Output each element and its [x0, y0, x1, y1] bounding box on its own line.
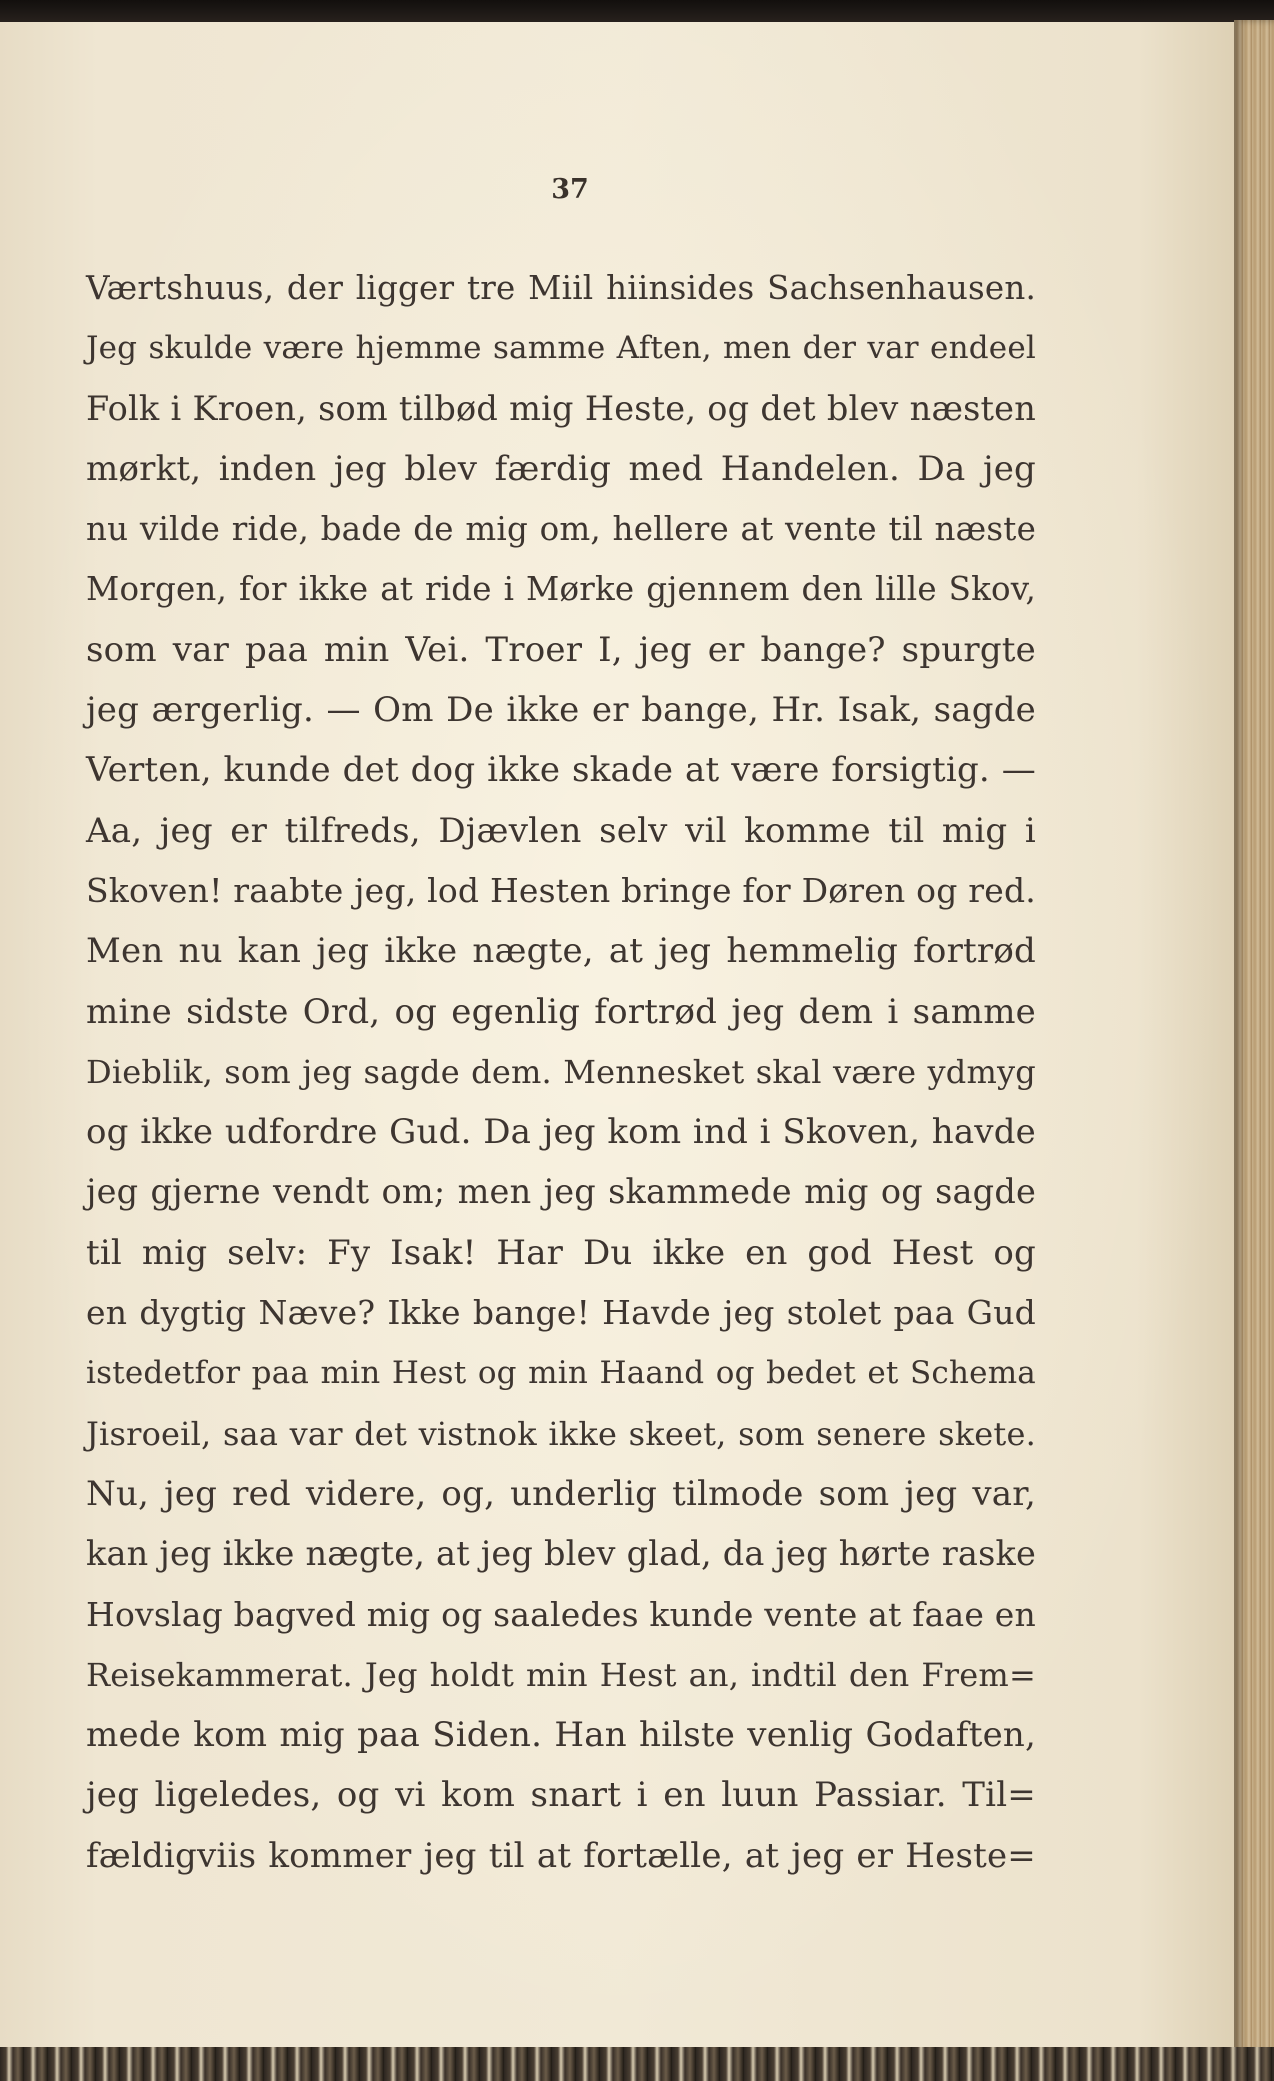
text-line: Dieblik, som jeg sagde dem. Mennesket skal være ydmyg — [86, 1052, 1036, 1091]
text-line: mede kom mig paa Siden. Han hilste venlig Godaften, — [86, 1715, 1036, 1756]
text-line: Skoven! raabte jeg, lod Hesten bringe for Døren og red. — [86, 870, 1036, 910]
paper-page — [0, 22, 1236, 2052]
text-line: jeg gjerne vendt om; men jeg skammede mig og sagde — [86, 1172, 1036, 1212]
text-line: Nu, jeg red videre, og, underlig tilmode som jeg var, — [86, 1473, 1036, 1514]
text-line: mine sidste Ord, og egenlig fortrød jeg dem i samme — [86, 991, 1036, 1032]
text-line: Men nu kan jeg ikke nægte, at jeg hemmelig fortrød — [86, 931, 1036, 972]
text-line: en dygtig Næve? Ikke bange! Havde jeg stolet paa Gud — [86, 1293, 1036, 1333]
text-line: Jeg skulde være hjemme samme Aften, men der var endeel — [86, 330, 1036, 367]
text-line: Reisekammerat. Jeg holdt min Hest an, indtil den Frem= — [86, 1655, 1036, 1694]
text-line: til mig selv: Fy Isak! Har Du ikke en god Hest og — [86, 1232, 1036, 1273]
text-line: Hovslag bagved mig og saaledes kunde vente at faae en — [86, 1594, 1036, 1634]
text-line: mørkt, inden jeg blev færdig med Handelen. Da jeg — [86, 448, 1036, 489]
text-line: Værtshuus, der ligger tre Miil hiinsides Sachsenhausen. — [86, 269, 1036, 307]
page-stack-edge — [1234, 20, 1274, 2055]
text-line: Jisroeil, saa var det vistnok ikke skeet, som senere skete. — [86, 1414, 1036, 1453]
text-line: Verten, kunde det dog ikke skade at være forsigtig. — — [86, 750, 1036, 791]
text-line: istedetfor paa min Hest og min Haand og bedet et Schema — [86, 1355, 1036, 1392]
text-line: jeg ærgerlig. — Om De ikke er bange, Hr. Isak, sagde — [86, 690, 1036, 731]
book-bottom-edge — [0, 2047, 1274, 2081]
text-line: Morgen, for ikke at ride i Mørke gjennem den lille Skov, — [86, 570, 1036, 609]
text-line: som var paa min Vei. Troer I, jeg er bange? spurgte — [86, 629, 1036, 670]
text-line: Aa, jeg er tilfreds, Djævlen selv vil komme til mig i — [86, 810, 1036, 851]
text-line: Folk i Kroen, som tilbød mig Heste, og det blev næsten — [86, 388, 1036, 428]
text-line: fældigviis kommer jeg til at fortælle, at jeg er Heste= — [86, 1835, 1036, 1876]
text-line: jeg ligeledes, og vi kom snart i en luun Passiar. Til= — [86, 1775, 1036, 1816]
text-line: og ikke udfordre Gud. Da jeg kom ind i Skoven, havde — [86, 1112, 1036, 1153]
body-text — [86, 258, 1036, 1886]
page-number: 37 — [551, 174, 589, 205]
text-line: kan jeg ikke nægte, at jeg blev glad, da jeg hørte raske — [86, 1534, 1036, 1574]
text-line: nu vilde ride, bade de mig om, hellere at vente til næste — [86, 510, 1036, 549]
